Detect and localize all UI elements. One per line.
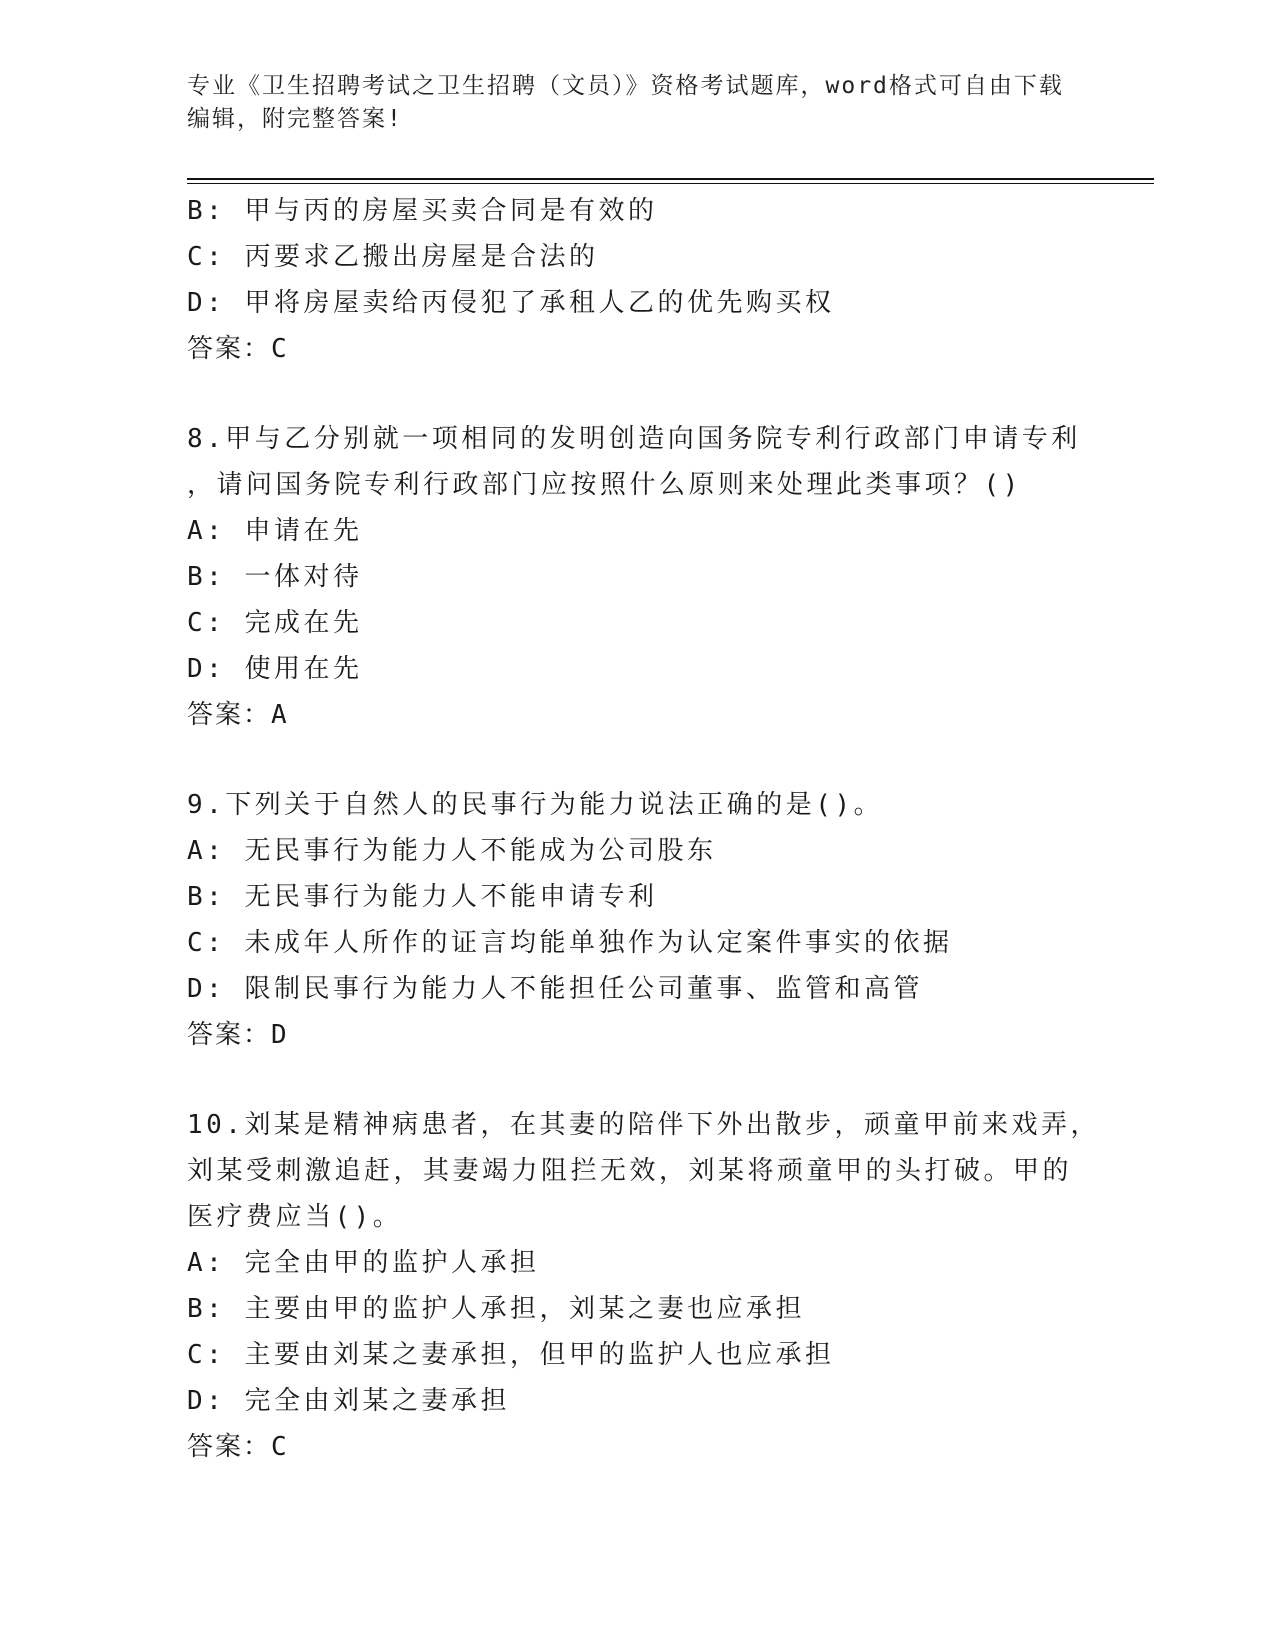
option-a: A: 申请在先 [187, 516, 363, 546]
question-list [187, 188, 1100, 1514]
question-text-line: 8.甲与乙分别就一项相同的发明创造向国务院专利行政部门申请专利 [187, 424, 1081, 454]
option-a: A: 无民事行为能力人不能成为公司股东 [187, 836, 717, 866]
question-7-tail [187, 188, 1087, 372]
answer: 答案：C [187, 1432, 289, 1462]
option-b: B: 一体对待 [187, 562, 363, 592]
question-text-line: ，请问国务院专利行政部门应按照什么原则来处理此类事项？() [187, 470, 1022, 500]
option-c: C: 主要由刘某之妻承担，但甲的监护人也应承担 [187, 1340, 835, 1370]
question-text-line: 10.刘某是精神病患者，在其妻的陪伴下外出散步，顽童甲前来戏弄， [187, 1110, 1100, 1140]
header-line-2: 编辑，附完整答案! [187, 106, 403, 132]
document-header [187, 70, 1087, 136]
option-b: B: 甲与丙的房屋买卖合同是有效的 [187, 196, 658, 226]
header-divider-thin [187, 183, 1154, 184]
question-text-line: 医疗费应当()。 [187, 1202, 403, 1232]
question-8 [187, 416, 1087, 738]
question-text-line: 9.下列关于自然人的民事行为能力说法正确的是()。 [187, 790, 884, 820]
header-line-1: 专业《卫生招聘考试之卫生招聘（文员）》资格考试题库，word格式可自由下载 [187, 73, 1064, 99]
option-b: B: 无民事行为能力人不能申请专利 [187, 882, 658, 912]
option-d: D: 使用在先 [187, 654, 363, 684]
question-9 [187, 782, 1087, 1058]
answer: 答案：D [187, 1020, 289, 1050]
option-d: D: 甲将房屋卖给丙侵犯了承租人乙的优先购买权 [187, 288, 835, 318]
question-text-line: 刘某受刺激追赶，其妻竭力阻拦无效，刘某将顽童甲的头打破。甲的 [187, 1156, 1073, 1186]
option-c: C: 丙要求乙搬出房屋是合法的 [187, 242, 599, 272]
option-d: D: 完全由刘某之妻承担 [187, 1386, 510, 1416]
question-10 [187, 1102, 1100, 1470]
option-b: B: 主要由甲的监护人承担，刘某之妻也应承担 [187, 1294, 805, 1324]
answer: 答案：C [187, 334, 289, 364]
option-c: C: 未成年人所作的证言均能单独作为认定案件事实的依据 [187, 928, 953, 958]
answer: 答案：A [187, 700, 289, 730]
option-d: D: 限制民事行为能力人不能担任公司董事、监管和高管 [187, 974, 923, 1004]
option-c: C: 完成在先 [187, 608, 363, 638]
option-a: A: 完全由甲的监护人承担 [187, 1248, 540, 1278]
header-divider-thick [187, 178, 1154, 180]
